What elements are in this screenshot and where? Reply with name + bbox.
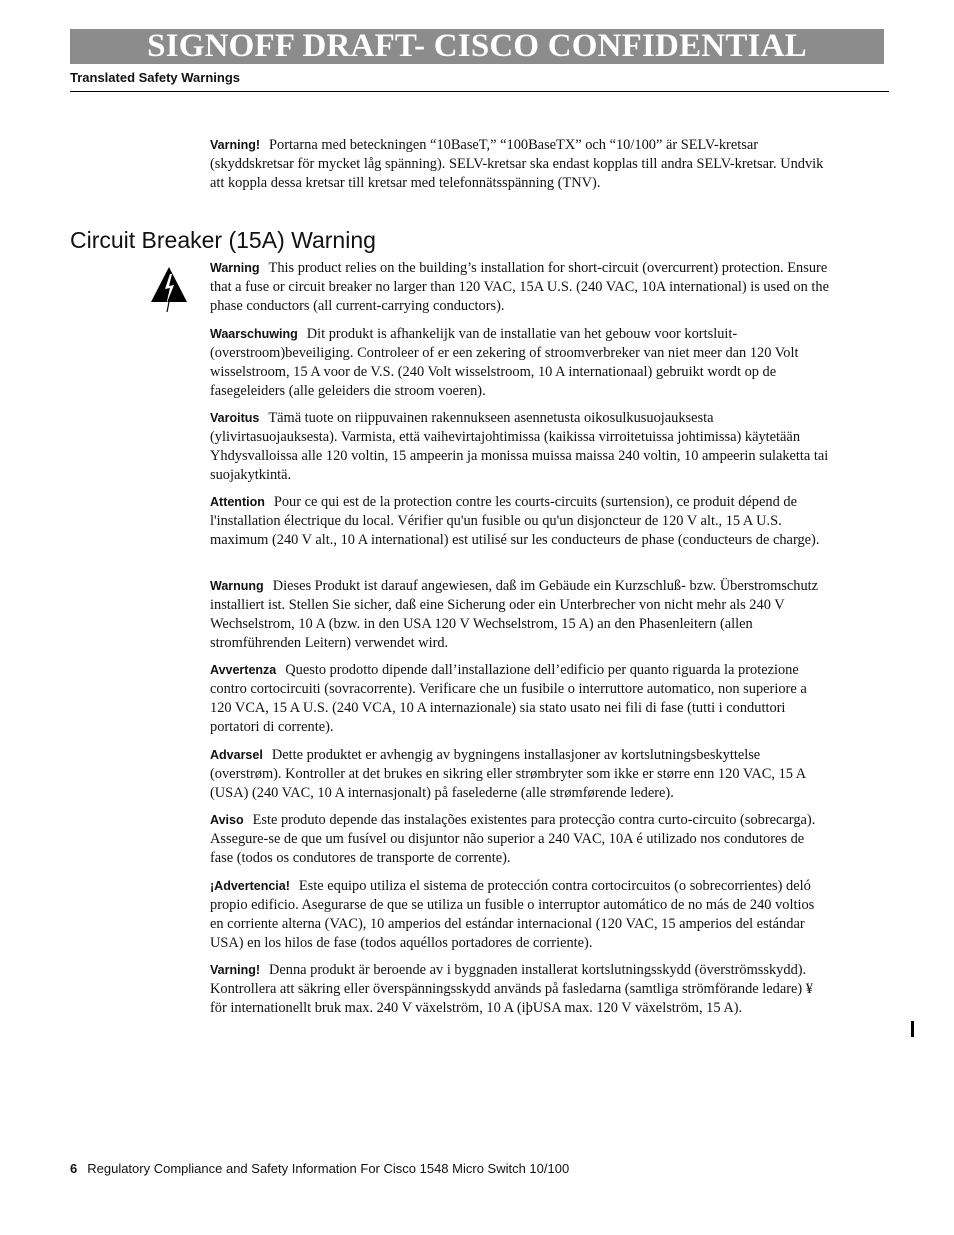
warning-french (210, 493, 830, 550)
warning-label: Varoitus (210, 411, 260, 425)
warning-label: ¡Advertencia! (210, 879, 290, 893)
draft-banner: SIGNOFF DRAFT- CISCO CONFIDENTIAL (70, 29, 884, 64)
warning-dutch (210, 325, 830, 401)
running-header: Translated Safety Warnings (70, 70, 241, 85)
warning-text: This product relies on the building’s installation for short-circuit (overcurrent) protection. Ensure that a fuse or circuit breaker no larger than 120 VAC, 15A U.S. (240 VAC, 10A international) is used on the phase conductors (all current-carrying conductors). (210, 260, 829, 314)
warning-text: Dette produktet er avhengig av bygningens installasjoner av kortslutningsbeskyttelse (overstrøm). Kontroller at det brukes en sikring eller strømbryter som ikke er større enn 120 VAC, 15 A (USA) (240 VAC, 10 A internasjonalt) på faselederne (alle strømførende ledere). (210, 747, 806, 801)
warning-triangle-lightning-icon (150, 265, 188, 313)
warning-label: Avvertenza (210, 663, 277, 677)
page-number: 6 (70, 1161, 78, 1176)
warning-label: Warning (210, 261, 260, 275)
page-footer (70, 1161, 569, 1176)
warning-portuguese (210, 811, 830, 868)
warning-german (210, 577, 830, 653)
footer-title: Regulatory Compliance and Safety Information For Cisco 1548 Micro Switch 10/100 (87, 1161, 570, 1176)
warning-text: Este equipo utiliza el sistema de protección contra cortocircuitos (o sobrecorrientes) deló propio edificio. Asegurarse de que se utiliza un fusible o interruptor automático de no más de 240 voltios en corriente alterna (VAC), 10 amperios del estándar internacional (120 VAC, 15 amperios del estándar USA) en los hilos de fase (todos aquéllos portadores de corriente). (210, 878, 815, 951)
header-rule (70, 91, 889, 92)
section-heading: Circuit Breaker (15A) Warning (70, 227, 376, 253)
warning-label: Advarsel (210, 748, 263, 762)
warning-label: Varning! (210, 963, 261, 977)
change-bar (911, 1021, 914, 1037)
warning-label: Attention (210, 495, 265, 509)
warning-text: Pour ce qui est de la protection contre les courts-circuits (surtension), ce produit dépend de l'installation électrique du local. Vérifier qu'un fusible ou qu'un disjoncteur de 120 V alt., 15 A U.S. maximum (240 V alt., 10 A international) est utilisé sur les conducteurs de phase (conducteurs de charge). (210, 494, 820, 548)
warning-italian (210, 661, 830, 737)
warning-english (210, 259, 830, 316)
warning-spanish (210, 877, 830, 953)
warning-text: Este produto depende das instalações existentes para protecção contra curto-circuito (sobrecarga). Assegure-se de que um fusível ou disjuntor não superior a 240 VAC, 10A é utilizado nos condutores de fase (todos os condutores de transporte de corrente). (210, 812, 816, 866)
warning-text: Tämä tuote on riippuvainen rakennukseen asennetusta oikosulkusuojauksesta (ylivirtasuojauksesta). Varmista, että vaihevirtajohtimissa (kaikissa virroitetuissa johtimissa) käytetään Yhdysvalloissa alle 120 voltin, 15 ampeerin ja monissa muissa maissa 240 voltin, 10 ampeerin sulaketta tai suojakytkintä. (210, 410, 829, 483)
intro-warning-label: Varning! (210, 138, 261, 152)
intro-warning (210, 136, 830, 193)
warning-finnish (210, 409, 830, 485)
warning-label: Warnung (210, 579, 264, 593)
warning-label: Waarschuwing (210, 327, 298, 341)
intro-warning-text: Portarna med beteckningen “10BaseT,” “100BaseTX” och “10/100” är SELV-kretsar (skyddskretsar för mycket låg spänning). SELV-kretsar ska endast kopplas till andra SELV-kretsar. Undvik att koppla dessa kretsar till kretsar med telefonnätsspänning (TNV). (210, 137, 824, 191)
warning-text: Dit produkt is afhankelijk van de installatie van het gebouw voor kortsluit- (overstroom)beveiliging. Controleer of er een zekering of stroomverbreker van niet meer dan 120 Volt wisselstroom, 15 A voor de V.S. (240 Volt wisselstroom, 10 A internationaal) gebruikt wordt op de fasegeleiders (alle geleiders die stroom voeren). (210, 326, 799, 399)
warning-swedish (210, 961, 830, 1018)
warning-text: Dieses Produkt ist darauf angewiesen, daß im Gebäude ein Kurzschluß- bzw. Überstromschutz installiert ist. Stellen Sie sicher, daß eine Sicherung oder ein Unterbrecher von nicht mehr als 240 V Wechselstrom, 10 A (bzw. in den USA 120 V Wechselstrom, 15 A) an den Phasenleitern (allen stromführenden Leitern) verwendet wird. (210, 578, 819, 651)
warning-text: Questo prodotto dipende dall’installazione dell’edificio per quanto riguarda la protezione contro cortocircuiti (sovracorrente). Verificare che un fusibile o interruttore automatico, non superiore a 120 VCA, 15 A U.S. (240 VCA, 10 A internazionale) sia stato usato nei fili di fase (tutti i conduttori portatori di corrente). (210, 662, 807, 735)
warning-label: Aviso (210, 813, 244, 827)
warning-text: Denna produkt är beroende av i byggnaden installerat kortslutningsskydd (överströmsskydd). Kontrollera att säkring eller överspänningsskydd används på fasledarna (samtliga strömförande ledare) ¥ för internationellt bruk max. 240 V växelström, 10 A (iþUSA max. 120 V växelström, 15 A). (210, 962, 814, 1016)
warning-norwegian (210, 746, 830, 803)
